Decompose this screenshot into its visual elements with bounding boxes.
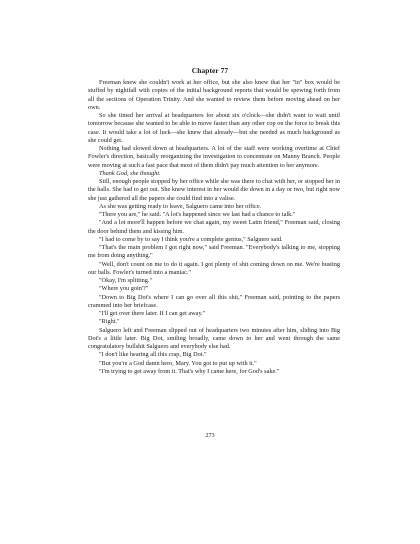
body-text <box>88 79 340 376</box>
paragraph: Still, enough people stopped by her office while she was there to chat with her, or stopped her in the halls. She had to get out. She knew interest in her would die down in a day or two, but right now she just gathered all the papers she could find into a valise. <box>88 178 340 202</box>
paragraph: "Okay, I'm splitting." <box>99 277 153 284</box>
paragraph: "I'm trying to get away from it. That's why I came here, for God's sake." <box>99 367 280 375</box>
paragraph: "There you are," he said. "A lot's happened since we last had a chance to talk." <box>99 211 296 218</box>
paragraph: "And a lot more'll happen before we chat again, my sweet Latin friend," Freeman said, closing the door behind them and kissing him. <box>88 219 340 235</box>
paragraph: Thank God, she thought. <box>99 169 161 177</box>
paragraph: "Well, don't count on me to do it again. I got plenty of shit coming down on me. We're busting our balls. Fowler's turned into a maniac." <box>88 260 340 276</box>
paragraph: So she timed her arrival at headquarters for about six o'clock—she didn't want to wait until tomorrow because she wanted to be able to move faster than any other cop on the force to break this case. It would take a lot of luck—she knew that already—but she needed as much background as she could get. <box>88 112 340 144</box>
paragraph: "I had to come by to say I think you're a complete genius," Salguero said. <box>99 235 283 243</box>
chapter-title: Chapter 77 <box>191 66 229 75</box>
paragraph: "Right." <box>99 318 120 326</box>
paragraph: Salguero left and Freeman slipped out of headquarters two minutes after him, sliding into Big Dot's a little later. Big Dot, smiling broadly, came down to her and went through the same congratulatory bullshit Salguero and everybody else had. <box>88 326 340 350</box>
page-number: 273 <box>205 432 215 439</box>
paragraph: "I don't like hearing all this crap, Big Dot." <box>99 351 207 359</box>
paragraph: "But you're a God damn hero, Mary. You got to put up with it." <box>99 359 257 367</box>
paragraph: Nothing had slowed down at headquarters. A lot of the staff were working overtime at Chief Fowler's direction, basically reorganizing the investigation to concentrate on Manny Branch. People were moving at such a fast pace that most of them didn't pay much attention to her anymore. <box>88 145 340 169</box>
paragraph: "Down to Big Dot's where I can go over all this shit," Freeman said, pointing to the papers crammed into her briefcase. <box>88 293 340 309</box>
paragraph: As she was getting ready to leave, Salguero came into her office. <box>99 202 262 210</box>
paragraph: "I'll get over there later. If I can get away." <box>99 310 206 317</box>
paragraph: Freeman knew she couldn't work at her office, but she also knew that her "in" box would be stuffed by nightfall with copies of the initial background reports that would be spewing forth from all the sections of Operation Trinity. And she wanted to review them before moving ahead on her own. <box>88 79 340 111</box>
paragraph: "Where you goin'?" <box>99 285 149 293</box>
paragraph: "That's the main problem I got right now," said Freeman. "Everybody's talking to me, stopping me from doing anything." <box>88 244 340 260</box>
